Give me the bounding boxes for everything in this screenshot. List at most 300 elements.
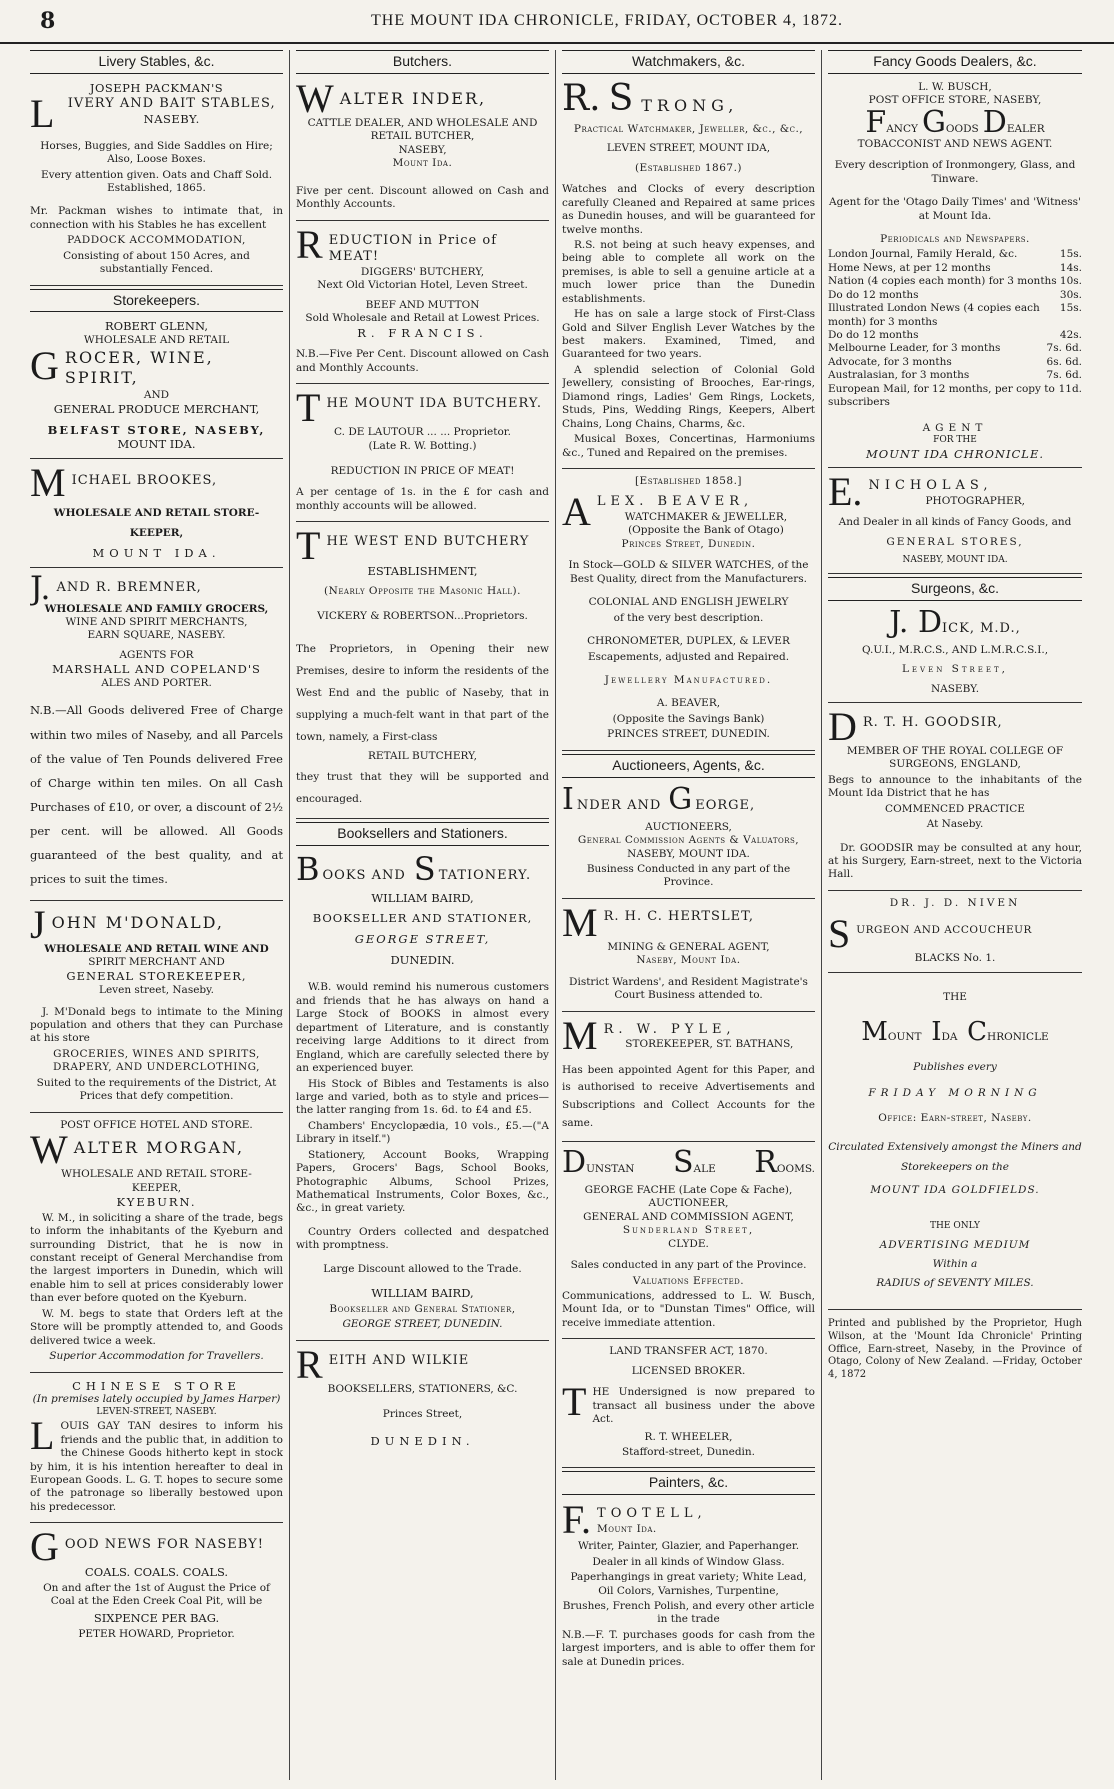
ad-line: RETAIL BUTCHERY, (368, 750, 477, 763)
ad-line: Leven street, Naseby. (98, 984, 215, 997)
ad-line: ESTABLISHMENT, (367, 564, 478, 579)
ad-line: Next Old Victorian Hotel, Leven Street. (317, 279, 528, 292)
ad-place: NASEBY. (143, 112, 200, 127)
ad-body: R.S. not being at such heavy expenses, and being able to complete all work on the premises, is able to sell a genuine article at a much lower price than the Dunedin establishments. (562, 238, 815, 305)
ad-bremner (30, 571, 283, 901)
periodical-row (828, 302, 1082, 329)
ad-line: Bookseller and General Stationer, (329, 1302, 516, 1315)
drop-cap: F (865, 104, 887, 140)
ad-title: NDER AND (576, 798, 662, 813)
ad-title: ROCER, WINE, SPIRIT, (64, 347, 214, 388)
periodical-item: European Mail, for 12 months, per copy to subscribers (828, 382, 1055, 409)
ad-title: EORGE, (695, 798, 756, 813)
section-heading-livery: Livery Stables, &c. (30, 50, 283, 74)
ad-line: Every attention given. Oats and Chaff Sold. Established, 1865. (40, 168, 273, 194)
ad-title: HE MOUNT IDA BUTCHERY. (326, 396, 542, 412)
column-1 (24, 50, 290, 1780)
ad-line: GENERAL AND COMMISSION AGENT, (583, 1210, 794, 1223)
ad-body: On and after the 1st of August the Price of Coal at the Eden Creek Coal Pit, will be (43, 1581, 270, 1608)
ad-west-end (296, 525, 549, 818)
ad-body: OUIS GAY TAN desires to inform his friends and the public that, in addition to the Chinese Goods hitherto kept in stock by him, it is his intention hereafter to deal in European Goods. L. G. T. hopes to secure some of the patronage so liberally bestowed upon his predecessor. (30, 1420, 283, 1513)
ad-line: VICKERY & ROBERTSON...Proprietors. (317, 610, 528, 623)
ad-packman (30, 78, 283, 286)
ad-line: SIXPENCE PER BAG. (93, 1610, 220, 1625)
periodical-price: 7s. 6d. (1046, 342, 1082, 355)
ad-line: AUCTIONEER, (648, 1197, 729, 1210)
ad-line: FRIDAY MORNING (868, 1086, 1042, 1099)
periodical-price: 7s. 6d. (1046, 369, 1082, 382)
ad-line: COALS. COALS. COALS. (84, 1565, 229, 1580)
drop-cap: T (562, 1379, 587, 1425)
ad-title: R. T. H. GOODSIR, (862, 714, 1003, 730)
ad-line: LEVEN STREET, MOUNT IDA, (606, 142, 771, 155)
ad-title: ICK, M.D., (942, 621, 1021, 636)
ad-title: EALER (1006, 122, 1045, 135)
ad-coal (30, 1526, 283, 1649)
ad-name: DR. J. D. NIVEN (889, 896, 1021, 909)
ad-line: Paperhangings in great variety; White Lead, Oil Colors, Varnishes, Turpentine, (570, 1571, 807, 1597)
drop-cap: L (30, 1413, 55, 1459)
ad-line: WHOLESALE AND RETAIL WINE AND (44, 942, 269, 955)
drop-cap: R. (562, 77, 601, 119)
ad-title: TATIONERY. (438, 867, 532, 883)
drop-cap: L (30, 90, 55, 136)
periodical-price: 14s. (1059, 261, 1082, 274)
ad-chronicle (828, 976, 1082, 1310)
ad-line: DIGGERS' BUTCHERY, (360, 265, 485, 278)
ad-line: Practical Watchmaker, Jeweller, &c., &c., (573, 122, 804, 135)
column-4 (822, 50, 1088, 1780)
ad-body: A per centage of 1s. in the £ for cash and monthly accounts will be allowed. (296, 486, 549, 512)
ad-title: NICHOLAS, (868, 478, 993, 494)
ad-body: they trust that they will be supported and encouraged. (296, 770, 549, 805)
ad-line: Dealer in all kinds of Window Glass. (592, 1555, 785, 1568)
periodical-row (828, 275, 1082, 288)
drop-cap: G (921, 104, 946, 140)
ad-line: Jewellery Manufactured. (604, 673, 773, 686)
drop-cap: F. (562, 1499, 592, 1543)
ad-line: WILLIAM BAIRD, (371, 1286, 474, 1301)
ad-title: OOD NEWS FOR NASEBY! (64, 1537, 264, 1553)
ad-line: BOOKSELLER AND STATIONER, (312, 911, 533, 926)
ad-line: MOUNT IDA CHRONICLE. (865, 446, 1044, 461)
ad-title: OHN M'DONALD, (51, 912, 224, 932)
ad-line: EARN SQUARE, NASEBY. (87, 629, 226, 642)
ad-title: HE WEST END BUTCHERY (326, 534, 530, 550)
ad-strong (562, 78, 815, 469)
ad-owner: JOSEPH PACKMAN'S (89, 80, 224, 95)
periodical-row (828, 248, 1082, 261)
periodical-item: Do do 12 months (828, 329, 919, 342)
ad-line: Consisting of about 150 Acres, and substantially Fenced. (63, 249, 250, 276)
drop-cap: R (296, 1343, 323, 1387)
ad-reith-wilkie (296, 1344, 549, 1455)
ad-body: N.B.—Five Per Cent. Discount allowed on Cash and Monthly Accounts. (296, 348, 549, 374)
ad-line: COMMENCED PRACTICE (885, 802, 1025, 815)
ad-line: TOBACCONIST AND NEWS AGENT. (857, 137, 1053, 150)
ad-line: REDUCTION IN PRICE OF MEAT! (330, 465, 515, 477)
drop-cap: G (30, 342, 59, 388)
ad-line: Office: Earn-street, Naseby. (878, 1112, 1032, 1125)
ad-line: MARSHALL AND COPELAND'S (52, 662, 261, 677)
ad-line: (Late R. W. Botting.) (368, 439, 477, 452)
ad-line: KEEPER, (129, 526, 184, 539)
ad-body: N.B.—F. T. purchases goods for cash from the largest importers, and is able to offer them for sale at Dunedin prices. (562, 1628, 815, 1668)
ad-wheeler (562, 1342, 815, 1468)
ad-tootell (562, 1499, 815, 1677)
ad-line: And Dealer in all kinds of Fancy Goods, and (838, 516, 1072, 529)
ad-title: AND R. BREMNER, (56, 579, 202, 595)
ad-body: Country Orders collected and despatched with promptness. (296, 1225, 549, 1252)
ad-lautour (296, 387, 549, 522)
ad-line: Princes Street, Dunedin. (621, 537, 756, 550)
ad-line: Publishes every (913, 1061, 997, 1074)
ad-line: GEORGE FACHE (Late Cope & Fache), (584, 1183, 793, 1196)
ad-body: Valuations Effected. (632, 1274, 745, 1287)
section-heading-fancy-goods: Fancy Goods Dealers, &c. (828, 50, 1082, 74)
ad-line: CHRONOMETER, DUPLEX, & LEVER (587, 635, 790, 648)
page-number: 8 (40, 8, 56, 34)
periodical-price: 30s. (1059, 288, 1082, 301)
section-heading-auctioneers: Auctioneers, Agents, &c. (562, 754, 815, 778)
ad-line: NASEBY. (930, 682, 980, 695)
ad-line: CLYDE. (668, 1237, 709, 1250)
periodical-row (828, 262, 1082, 275)
ad-body: Has been appointed Agent for this Paper, and is authorised to receive Advertisements and Subscriptions and Collect Accounts for the same. (562, 1063, 815, 1130)
ad-title: TOOTELL, (597, 1506, 707, 1522)
ad-line: At Naseby. (926, 818, 984, 831)
periodical-item: London Journal, Family Herald, &c. (828, 248, 1018, 261)
ad-body: W. M. begs to state that Orders left at the Store will be promptly attended to, and Goods delivered twice a week. (30, 1307, 283, 1347)
ad-line: ALES AND PORTER. (101, 677, 212, 690)
ad-body: N.B.—All Goods delivered Free of Charge within two miles of Naseby, and all Parcels of the value of Ten Pounds delivered Free of Charge within ten miles. On all Cash Purchases of £10, or over, a discount of 2½ per cent. will be allowed. All Goods guaranteed of the best quality, and at prices to suit the times. (30, 703, 283, 887)
ad-busch (828, 78, 1082, 468)
drop-cap: M (562, 901, 598, 945)
drop-cap: D (982, 104, 1007, 140)
ad-title: URGEON AND ACCOUCHEUR (856, 924, 1032, 937)
ad-inder (296, 78, 549, 221)
ad-line: GEORGE STREET, DUNEDIN. (342, 1318, 503, 1331)
ad-body: Stationery, Account Books, Wrapping Papers, Grocers' Bags, School Books, Photographic Albums, School Prizes, Mathematical Instruments, Color Boxes, &c., &c., in great variety. (296, 1148, 549, 1215)
ad-hertslet (562, 902, 815, 1012)
ad-line: GENERAL STORES, (886, 535, 1024, 548)
drop-cap: G (668, 781, 693, 817)
ad-title: EITH AND WILKIE (328, 1352, 470, 1368)
ad-body: Sales conducted in any part of the Province. (570, 1259, 807, 1272)
ad-line: Within a (932, 1258, 978, 1271)
ad-title: HRONICLE (987, 1031, 1049, 1044)
ad-chinese-store (30, 1376, 283, 1524)
ad-title: ALTER MORGAN, (73, 1138, 245, 1158)
ad-title-row (296, 849, 549, 888)
drop-cap: R (296, 223, 323, 267)
ad-line: PHOTOGRAPHER, (925, 494, 1025, 507)
periodical-price: 11d. (1058, 382, 1082, 395)
ad-line: BELFAST STORE, NASEBY, (47, 422, 266, 437)
ad-mdonald (30, 904, 283, 1113)
ad-line: Sold Wholesale and Retail at Lowest Prices. (305, 312, 540, 325)
ad-line: Escapements, adjusted and Repaired. (587, 650, 790, 663)
ad-line: GEORGE STREET, (354, 932, 491, 947)
drop-cap: G (30, 1526, 59, 1570)
periodical-price: 10s. (1059, 275, 1082, 288)
ad-brookes (30, 462, 283, 568)
periodical-item: Nation (4 copies each month) for 3 months (828, 275, 1057, 288)
ad-name: L. W. BUSCH, (918, 80, 992, 93)
ad-title: DA (941, 1031, 958, 1044)
ad-body: The Proprietors, in Opening their new Premises, desire to inform the residents of the West End and the public of Naseby, that in supplying a much-felt want in that part of the town, namely, a First-class (296, 642, 549, 744)
ad-title-row (828, 604, 1082, 640)
ad-body: Communications, addressed to L. W. Busch, Mount Ida, or to "Dunstan Times" Office, will receive immediate attention. (562, 1290, 815, 1329)
ad-line: PETER HOWARD, Proprietor. (78, 1627, 235, 1640)
drop-cap: T (296, 525, 321, 569)
drop-cap: I (931, 1017, 942, 1048)
ad-body: Business Conducted in any part of the Province. (586, 862, 791, 889)
ad-title: OOMS. (776, 1162, 815, 1175)
drop-cap: A (562, 489, 591, 535)
drop-cap: S (828, 911, 851, 957)
section-heading-butchers: Butchers. (296, 50, 549, 74)
drop-cap: C (967, 1017, 988, 1048)
ad-line: WATCHMAKER & JEWELLER, (624, 511, 788, 524)
ad-line: MOUNT IDA GOLDFIELDS. (870, 1183, 1040, 1196)
ad-title: CHINESE STORE (72, 1378, 241, 1393)
ad-line: Sunderland Street, (622, 1224, 755, 1237)
drop-cap: W (30, 1127, 68, 1173)
ad-title-row (562, 1144, 815, 1180)
ad-line: POST OFFICE STORE, NASEBY, (868, 94, 1042, 107)
ad-line: Mount Ida. (392, 157, 453, 170)
ad-morgan (30, 1116, 283, 1373)
section-heading-surgeons: Surgeons, &c. (828, 577, 1082, 601)
ad-francis (296, 224, 549, 385)
ad-line: GENERAL PRODUCE MERCHANT, (53, 402, 260, 416)
ad-place: DUNEDIN. (370, 1433, 475, 1448)
ad-dunstan (562, 1145, 815, 1339)
ad-line: C. DE LAUTOUR ... ... Proprietor. (333, 426, 512, 439)
ad-line: NASEBY, (398, 143, 447, 156)
ad-tagline: Superior Accommodation for Travellers. (49, 1350, 264, 1363)
periodical-list (828, 248, 1082, 409)
ad-title: R. W. PYLE, (603, 1021, 736, 1037)
ad-body: Five per cent. Discount allowed on Cash and Monthly Accounts. (296, 184, 549, 211)
ad-body: Watches and Clocks of every description carefully Cleaned and Repaired at same prices as Dunedin houses, and will be guaranteed for twelve months. (562, 183, 815, 236)
drop-cap: D (562, 1144, 587, 1180)
ad-title: OOKS AND (322, 867, 406, 883)
ad-line: THE (943, 990, 967, 1003)
ad-place: MOUNT IDA. (117, 437, 196, 452)
drop-cap: J (30, 903, 46, 947)
periodical-item: Advocate, for 3 months (828, 355, 952, 368)
periodical-price: 6s. 6d. (1046, 355, 1082, 368)
ad-glenn (30, 316, 283, 459)
ad-body: W. M., in soliciting a share of the trade, begs to inform the inhabitants of the Kyeburn and surrounding District, that he is now in constant receipt of General Merchandise from the largest importers in Dunedin, which will enable him to sell at prices considerably lower than ever before quoted on the Kyeburn. (30, 1211, 283, 1305)
ad-title: ANCY (886, 122, 918, 135)
periodical-item: Home News, at per 12 months (828, 261, 991, 274)
ad-line: Writer, Painter, Glazier, and Paperhanger. (577, 1540, 800, 1553)
ad-line: (Established 1867.) (634, 161, 743, 174)
ad-sub: WHOLESALE AND RETAIL (83, 334, 230, 347)
ad-line: BLACKS No. 1. (914, 952, 996, 965)
section-heading-painters: Painters, &c. (562, 1471, 815, 1495)
ad-line: WINE AND SPIRIT MERCHANTS, (65, 615, 248, 628)
ad-line: GROCERIES, WINES AND SPIRITS, DRAPERY, AND UNDERCLOTHING, (53, 1047, 260, 1074)
ad-line: PADDOCK ACCOMMODATION, (67, 234, 246, 247)
ad-line: PRINCES STREET, DUNEDIN. (607, 728, 770, 741)
ad-line: BEEF AND MUTTON (365, 298, 480, 311)
section-heading-watchmakers: Watchmakers, &c. (562, 50, 815, 74)
ad-line: KEEPER, (131, 1181, 182, 1194)
ad-line: Princes Street, (382, 1408, 463, 1421)
ad-line: of the very best description. (613, 611, 764, 624)
ad-name: WILLIAM BAIRD, (371, 890, 474, 905)
periodical-row (828, 342, 1082, 355)
drop-cap: R (754, 1144, 777, 1180)
ad-niven (828, 894, 1082, 973)
ad-line: SPIRIT MERCHANT AND (88, 956, 225, 969)
imprint-text: Printed and published by the Proprietor, Hugh Wilson, at the 'Mount Ida Chronicle' Printing Office, Earn-street, Naseby, in the Province of Otago, Colony of New Zealand. —Friday, October 4, 1872 (828, 1317, 1082, 1381)
ad-line: GENERAL STOREKEEPER, (66, 969, 247, 984)
ad-line: ADVERTISING MEDIUM (879, 1238, 1031, 1251)
ad-line: Leven Street, (901, 663, 1009, 676)
section-heading-storekeepers: Storekeepers. (30, 289, 283, 313)
periodical-row (828, 369, 1082, 382)
ad-line: WHOLESALE AND RETAIL STORE- (61, 1168, 252, 1181)
ad-body: J. M'Donald begs to intimate to the Mining population and others that they can Purchase at his store (30, 1005, 283, 1045)
ad-body: Dr. GOODSIR may be consulted at any hour, at his Surgery, Earn-street, next to the Victoria Hall. (828, 841, 1082, 881)
ad-title: UNSTAN (586, 1162, 635, 1175)
ad-body: A splendid selection of Colonial Gold Jewellery, consisting of Brooches, Ear-rings, Diamond rings, Ladies' Gem Rings, Lockets, Studs, Pins, Wedding Rings, Keepers, Albert Chains, Long Chains, Charms, &c. (562, 363, 815, 430)
ad-line: A. BEAVER, (656, 697, 721, 710)
ad-body: His Stock of Bibles and Testaments is also large and varied, both as to style and prices—the latter ranging from 1s. 6d. to £4 and £5. (296, 1077, 549, 1117)
drop-cap: T (296, 387, 321, 431)
ad-body: HE Undersigned is now prepared to transact all business under the above Act. (592, 1386, 815, 1426)
ad-title-row (562, 781, 815, 817)
drop-cap: E. (828, 471, 863, 515)
periodical-item: Illustrated London News (4 copies each month) for 3 months (828, 302, 1040, 328)
ad-sub: (In premises lately occupied by James Harper) (32, 1393, 281, 1406)
ad-line: Brushes, French Polish, and every other article in the trade (562, 1600, 815, 1626)
ad-title-row (562, 77, 815, 119)
ad-place: Mount Ida. (597, 1522, 657, 1535)
ad-line: COLONIAL AND ENGLISH JEWELRY (588, 596, 789, 609)
ad-title: OODS (945, 122, 979, 135)
ad-goodsir (828, 706, 1082, 891)
ad-line: AGENT (922, 421, 988, 434)
ad-line: [Established 1858.] (634, 474, 743, 487)
ad-body: Mr. Packman wishes to intimate that, in connection with his Stables he has excellent (30, 205, 283, 231)
ad-title: IVERY AND BAIT STABLES, (67, 95, 276, 111)
ad-line: Suited to the requirements of the District, At Prices that defy competition. (36, 1076, 277, 1103)
drop-cap: S (608, 77, 634, 119)
periodical-item: Do do 12 months (828, 288, 919, 301)
ad-line: MINING & GENERAL AGENT, (607, 940, 770, 953)
ad-body: District Wardens', and Resident Magistrate's Court Business attended to. (569, 975, 808, 1002)
periodical-price: 15s. (1059, 302, 1082, 315)
ad-title-row (828, 1016, 1082, 1049)
ad-title: ICHAEL BROOKES, (71, 473, 218, 489)
ad-body: W.B. would remind his numerous customers and friends that he has always on hand a Large Stock of BOOKS in almost every department of Literature, and is constantly receiving large Additions to it direct from England, which are carefully selected there by an experienced buyer. (296, 981, 549, 1075)
periodical-price: 42s. (1059, 329, 1082, 342)
drop-cap: M (562, 1014, 598, 1058)
ad-sub: LICENSED BROKER. (631, 1364, 746, 1377)
ad-line: MEMBER OF THE ROYAL COLLEGE OF SURGEONS, ENGLAND, (846, 744, 1064, 771)
periodical-row (828, 289, 1082, 302)
ad-line: (Nearly Opposite the Masonic Hall). (324, 585, 521, 598)
ad-line: Q.U.I., M.R.C.S., AND L.M.R.C.S.I., (861, 643, 1049, 656)
ad-baird (296, 850, 549, 1341)
ad-body: Circulated Extensively amongst the Miners and Storekeepers on the (828, 1140, 1082, 1173)
ad-title-row (828, 104, 1082, 140)
ad-line: Periodicals and Newspapers. (880, 232, 1030, 245)
ad-line: Naseby, Mount Ida. (636, 954, 741, 967)
ad-name: ROBERT GLENN, (105, 319, 208, 334)
periodical-row (828, 329, 1082, 342)
ad-body: Agent for the 'Otago Daily Times' and 'Witness' at Mount Ida. (829, 196, 1081, 222)
ad-body: Chambers' Encyclopædia, 10 vols., £5.—("A Library in itself.") (296, 1119, 549, 1146)
periodical-row (828, 383, 1082, 410)
ad-line: (Opposite the Savings Bank) (612, 712, 765, 725)
periodical-item: Melbourne Leader, for 3 months (828, 342, 1001, 355)
ad-line: (Opposite the Bank of Otago) (628, 524, 784, 537)
newspaper-headline: THE MOUNT IDA CHRONICLE, FRIDAY, OCTOBER 4, 1872. (371, 12, 843, 29)
ad-name: R. FRANCIS. (357, 325, 488, 340)
ad-line: Horses, Buggies, and Side Saddles on Hire; Also, Loose Boxes. (40, 139, 273, 166)
drop-cap: J. D (889, 604, 943, 640)
page-columns (24, 50, 1090, 1780)
column-2 (290, 50, 556, 1780)
drop-cap: D (828, 705, 857, 749)
ad-title: OUNT (887, 1031, 922, 1044)
ad-line: AUCTIONEERS, (645, 820, 732, 833)
periodical-row (828, 356, 1082, 369)
ad-line: RADIUS of SEVENTY MILES. (876, 1277, 1034, 1290)
ad-title: LAND TRANSFER ACT, 1870. (609, 1345, 768, 1358)
ad-title: EDUCTION in Price of MEAT! (328, 232, 498, 265)
ad-line: AGENTS FOR (119, 648, 194, 661)
drop-cap: W (296, 77, 334, 121)
ad-place: MOUNT IDA. (92, 546, 221, 561)
drop-cap: S (672, 1144, 694, 1180)
ad-title: LEX. BEAVER, (596, 494, 754, 510)
ad-title: TRONG, (641, 96, 739, 116)
ad-body: Every description of Ironmongery, Glass, and Tinware. (834, 159, 1076, 185)
ad-line: LEVEN-STREET, NASEBY. (96, 1406, 217, 1417)
drop-cap: S (413, 849, 437, 888)
ad-line: FOR THE (933, 435, 977, 446)
ad-title: ALTER INDER, (339, 88, 487, 108)
ad-title: ALE (693, 1162, 716, 1175)
ad-nicholas (828, 471, 1082, 573)
ad-line: WHOLESALE AND FAMILY GROCERS, (44, 602, 269, 615)
ad-header: POST OFFICE HOTEL AND STORE. (60, 1118, 253, 1131)
ad-line: CATTLE DEALER, AND WHOLESALE AND RETAIL BUTCHER, (307, 116, 538, 143)
column-3 (556, 50, 822, 1780)
ad-line: NASEBY, MOUNT IDA. (902, 555, 1008, 566)
periodical-item: Australasian, for 3 months (828, 369, 970, 382)
ad-line: WHOLESALE AND RETAIL STORE- (53, 507, 260, 520)
ad-line: DUNEDIN. (390, 952, 455, 967)
ad-body: He has on sale a large stock of First-Class Gold and Silver English Lever Watches by the best makers. Examined, Timed, and Guaranteed for two years. (562, 308, 815, 361)
ad-title: R. H. C. HERTSLET, (603, 908, 754, 924)
ad-body: Begs to announce to the inhabitants of the Mount Ida District that he has (828, 773, 1082, 800)
section-heading-booksellers: Booksellers and Stationers. (296, 822, 549, 846)
ad-line: General Commission Agents & Valuators, (577, 834, 800, 847)
drop-cap: I (562, 781, 574, 817)
periodical-price: 15s. (1059, 248, 1082, 261)
masthead (0, 0, 1114, 44)
drop-cap: M (30, 462, 66, 506)
